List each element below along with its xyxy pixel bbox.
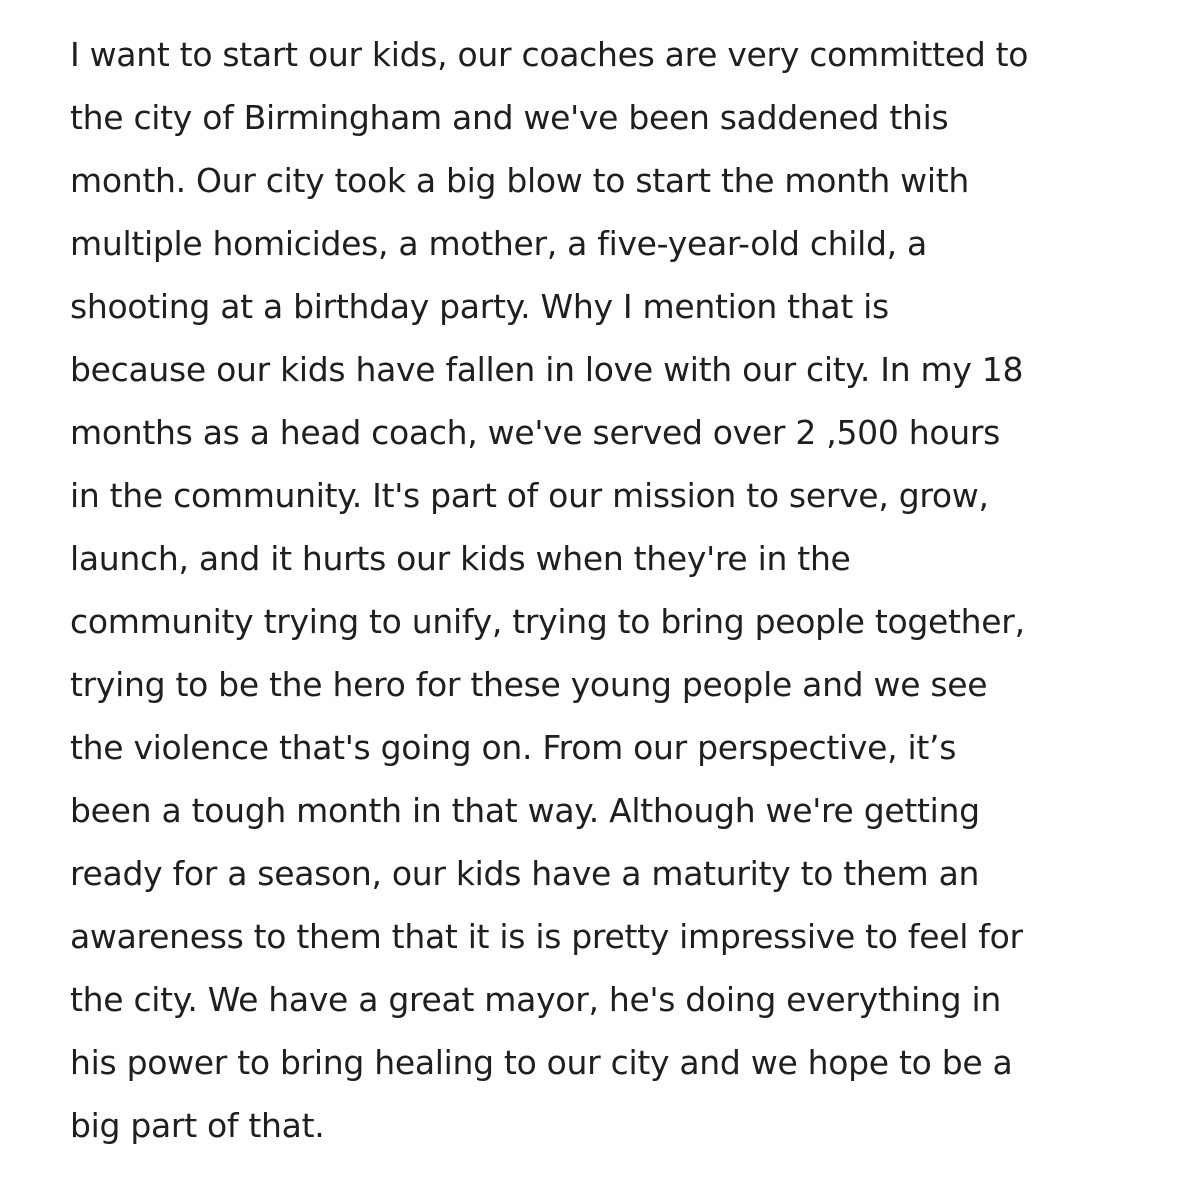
- text-line: in the community. It's part of our mission to serve, grow,: [70, 476, 989, 515]
- text-line: big part of that.: [70, 1106, 325, 1145]
- text-line: launch, and it hurts our kids when they're in the: [70, 539, 851, 578]
- text-line: community trying to unify, trying to bring people together,: [70, 602, 1025, 641]
- quote-paragraph: [70, 23, 1140, 1157]
- text-line: been a tough month in that way. Although we're getting: [70, 791, 980, 830]
- text-line: shooting at a birthday party. Why I mention that is: [70, 287, 889, 326]
- text-line: I want to start our kids, our coaches are very committed to: [70, 35, 1029, 74]
- text-line: multiple homicides, a mother, a five-year-old child, a: [70, 224, 927, 263]
- text-line: the violence that's going on. From our perspective, it’s: [70, 728, 957, 767]
- text-line: awareness to them that it is is pretty impressive to feel for: [70, 917, 1023, 956]
- text-line: the city. We have a great mayor, he's doing everything in: [70, 980, 1001, 1019]
- text-line: his power to bring healing to our city and we hope to be a: [70, 1043, 1013, 1082]
- text-line: ready for a season, our kids have a maturity to them an: [70, 854, 980, 893]
- text-line: months as a head coach, we've served over 2 ,500 hours: [70, 413, 1001, 452]
- text-line: the city of Birmingham and we've been saddened this: [70, 98, 949, 137]
- text-line: trying to be the hero for these young people and we see: [70, 665, 988, 704]
- text-line: because our kids have fallen in love with our city. In my 18: [70, 350, 1024, 389]
- text-line: month. Our city took a big blow to start the month with: [70, 161, 969, 200]
